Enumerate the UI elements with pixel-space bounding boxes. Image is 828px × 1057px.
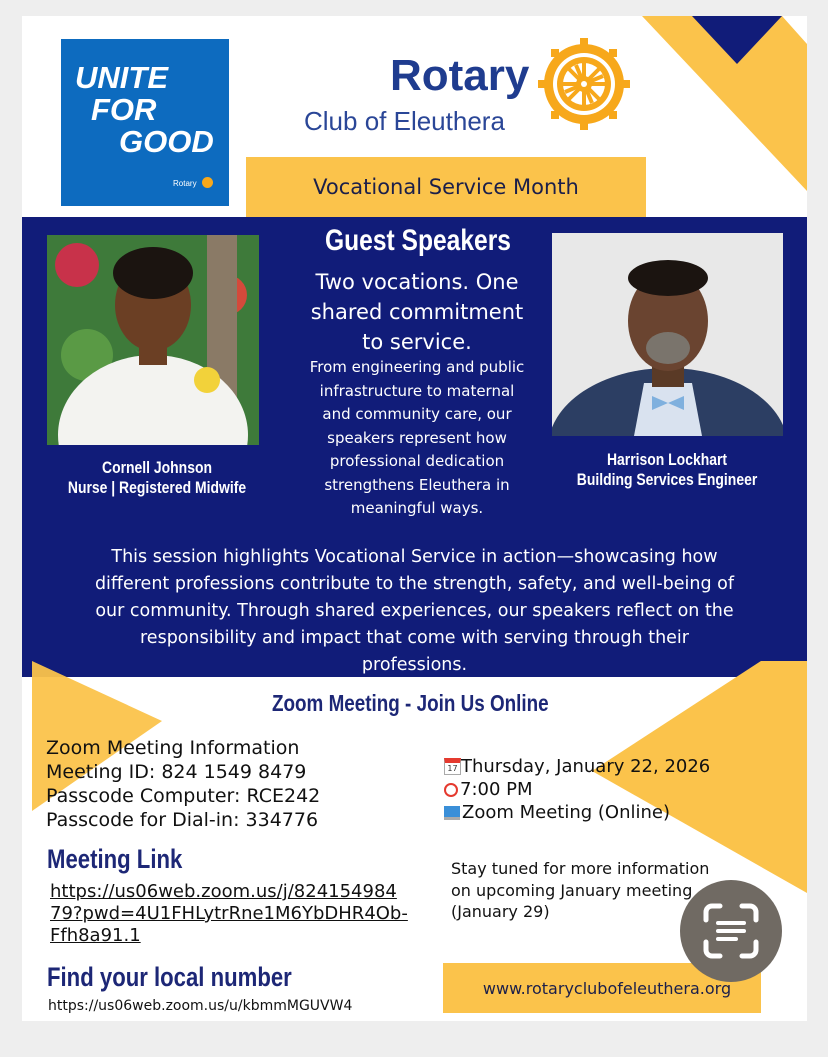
zoom-info-block [46, 736, 320, 832]
blurb-line: professional dedication [329, 452, 505, 470]
blurb-line: speakers represent how [327, 428, 507, 447]
event-location: Zoom Meeting (Online) [462, 802, 671, 823]
guest-blurb [287, 356, 547, 521]
meeting-link-line[interactable]: 79?pwd=4U1FHLytrRne1M6YbDHR4Ob- [50, 903, 408, 924]
flyer [22, 16, 807, 1021]
passcode-computer: Passcode Computer: RCE242 [46, 785, 321, 807]
scan-text-icon [680, 880, 782, 982]
speakers-section [22, 217, 807, 677]
blurb-line: strengthens Eleuthera in [324, 475, 510, 494]
laptop-icon [444, 806, 460, 820]
banner-text: Vocational Service Month [313, 175, 579, 199]
event-time-row [444, 778, 710, 801]
zoom-heading: Zoom Meeting - Join Us Online [272, 690, 549, 716]
speaker-name: Cornell Johnson [102, 458, 212, 477]
rotary-wheel-icon [538, 38, 630, 130]
guest-tagline [292, 267, 542, 357]
speaker-name: Harrison Lockhart [606, 450, 728, 469]
session-line: professions. [361, 655, 468, 675]
speaker-caption-harrison [550, 450, 784, 490]
meeting-link-line[interactable]: Ffh8a91.1 [50, 925, 141, 946]
zoom-info-title: Zoom Meeting Information [46, 737, 300, 759]
session-line: different professions contribute to the strength, safety, and well-being of [94, 574, 735, 594]
event-details [444, 755, 710, 824]
tagline-line: Two vocations. One [315, 270, 519, 294]
logo-line-1: UNITE [75, 60, 168, 95]
local-number-heading: Find your local number [47, 962, 292, 992]
blurb-line: From engineering and public [309, 358, 525, 376]
meeting-id: Meeting ID: 824 1549 8479 [46, 761, 307, 783]
tagline-line: shared commitment [310, 300, 524, 324]
event-time: 7:00 PM [460, 779, 533, 800]
speaker-role: Building Services Engineer [576, 470, 758, 489]
speaker-caption-cornell [42, 458, 272, 498]
session-line: This session highlights Vocational Service in action—showcasing how [111, 547, 718, 567]
corner-decoration [622, 16, 807, 191]
meeting-link[interactable] [50, 881, 408, 947]
session-description [22, 544, 807, 679]
blurb-line: infrastructure to maternal [319, 381, 515, 400]
calendar-icon: 17 [444, 758, 461, 775]
blurb-line: meaningful ways. [350, 499, 484, 517]
session-line: responsibility and impact that come with serving through their [140, 628, 689, 648]
stay-tuned-line: on upcoming January meeting [451, 880, 693, 900]
tagline-line: to service. [362, 330, 472, 354]
event-date-row [444, 755, 710, 778]
vocational-service-banner [246, 157, 646, 217]
scan-text-button[interactable] [680, 880, 782, 982]
logo-line-2: FOR [91, 92, 157, 127]
small-wheel-icon [202, 177, 213, 188]
meeting-link-line[interactable]: https://us06web.zoom.us/j/824154984 [50, 881, 397, 902]
stay-tuned-text [451, 858, 709, 923]
logo-line-3: GOOD [119, 124, 214, 159]
session-line: our community. Through shared experiences, our speakers reflect on the [95, 601, 734, 621]
stay-tuned-line: (January 29) [451, 902, 550, 921]
guest-speakers-title: Guest Speakers [325, 224, 511, 257]
club-name: Club of Eleuthera [304, 106, 505, 136]
rotary-wordmark: Rotary [390, 51, 530, 100]
blurb-line: and community care, our [322, 405, 512, 423]
local-number-link[interactable]: https://us06web.zoom.us/u/kbmmMGUVW4 [48, 998, 353, 1014]
event-location-row [444, 801, 710, 824]
stay-tuned-line: Stay tuned for more information [451, 859, 710, 878]
speaker-role: Nurse | Registered Midwife [67, 478, 247, 497]
logo-rotary-small: Rotary [173, 179, 197, 188]
event-date: Thursday, January 22, 2026 [461, 756, 711, 777]
unite-for-good-logo [61, 39, 229, 206]
clock-icon [444, 783, 458, 797]
passcode-dialin: Passcode for Dial-in: 334776 [46, 809, 319, 831]
speaker-photo-cornell [47, 235, 259, 445]
meeting-link-heading: Meeting Link [47, 844, 183, 874]
website-url[interactable]: www.rotaryclubofeleuthera.org [482, 978, 732, 998]
speaker-photo-harrison [552, 233, 783, 436]
